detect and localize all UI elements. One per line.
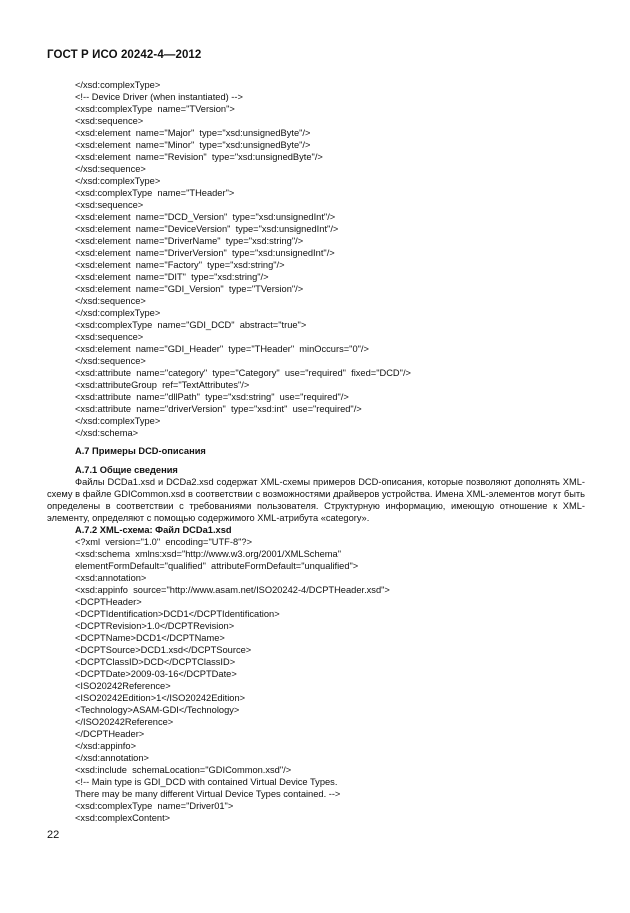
section-a72-heading: А.7.2 XML-схема: Файл DCDa1.xsd: [75, 525, 232, 535]
code-line: <ISO20242Edition>1</ISO20242Edition>: [75, 693, 246, 703]
code-line: <?xml version="1.0" encoding="UTF-8"?>: [75, 537, 253, 547]
code-line: </xsd:complexType>: [75, 416, 161, 426]
code-line: <DCPTClassID>DCD</DCPTClassID>: [75, 657, 236, 667]
code-line: <xsd:attributeGroup ref="TextAttributes"/>: [75, 380, 250, 390]
code-line: </xsd:sequence>: [75, 296, 146, 306]
xsd-code-block-1: [75, 79, 595, 439]
code-line: <xsd:element name="DeviceVersion" type="xsd:unsignedInt"/>: [75, 224, 339, 234]
code-line: <xsd:complexType name="GDI_DCD" abstract="true">: [75, 320, 307, 330]
code-line: <xsd:attribute name="dllPath" type="xsd:string" use="required"/>: [75, 392, 349, 402]
code-line: <xsd:element name="DIT" type="xsd:string"/>: [75, 272, 269, 282]
code-line: <Technology>ASAM-GDI</Technology>: [75, 705, 240, 715]
section-a71-heading: А.7.1 Общие сведения: [75, 465, 178, 475]
code-line: There may be many different Virtual Device Types contained. -->: [75, 789, 341, 799]
code-line: <xsd:element name="DriverName" type="xsd:string"/>: [75, 236, 304, 246]
code-line: <xsd:element name="GDI_Header" type="THeader" minOccurs="0"/>: [75, 344, 369, 354]
code-line: <DCPTHeader>: [75, 597, 142, 607]
code-line: <ISO20242Reference>: [75, 681, 171, 691]
code-line: <DCPTDate>2009-03-16</DCPTDate>: [75, 669, 237, 679]
code-line: </xsd:complexType>: [75, 176, 161, 186]
code-line: <xsd:attribute name="driverVersion" type="xsd:int" use="required"/>: [75, 404, 362, 414]
code-line: </xsd:complexType>: [75, 80, 161, 90]
code-line: <xsd:complexType name="Driver01">: [75, 801, 234, 811]
code-line: </xsd:appinfo>: [75, 741, 136, 751]
xsd-code-block-2: [75, 536, 595, 824]
code-line: <xsd:element name="Factory" type="xsd:string"/>: [75, 260, 285, 270]
code-line: <xsd:element name="Revision" type="xsd:unsignedByte"/>: [75, 152, 323, 162]
code-line: </xsd:annotation>: [75, 753, 149, 763]
code-line: <xsd:attribute name="category" type="Category" use="required" fixed="DCD"/>: [75, 368, 411, 378]
code-line: <xsd:include schemaLocation="GDICommon.xsd"/>: [75, 765, 292, 775]
code-line: elementFormDefault="qualified" attributeFormDefault="unqualified">: [75, 561, 359, 571]
code-line: <DCPTSource>DCD1.xsd</DCPTSource>: [75, 645, 252, 655]
code-line: <xsd:complexType name="THeader">: [75, 188, 235, 198]
code-line: <!-- Main type is GDI_DCD with contained Virtual Device Types.: [75, 777, 338, 787]
code-line: <xsd:schema xmlns:xsd="http://www.w3.org/2001/XMLSchema": [75, 549, 341, 559]
code-line: <DCPTIdentification>DCD1</DCPTIdentification>: [75, 609, 280, 619]
code-line: <xsd:sequence>: [75, 116, 144, 126]
code-line: <xsd:element name="DCD_Version" type="xsd:unsignedInt"/>: [75, 212, 336, 222]
code-line: <xsd:element name="DriverVersion" type="xsd:unsignedInt"/>: [75, 248, 335, 258]
code-line: </xsd:complexType>: [75, 308, 161, 318]
code-line: <xsd:sequence>: [75, 332, 144, 342]
code-line: <xsd:element name="Minor" type="xsd:unsignedByte"/>: [75, 140, 311, 150]
document-header: ГОСТ Р ИСО 20242-4—2012: [47, 49, 202, 61]
code-line: <xsd:appinfo source="http://www.asam.net/ISO20242-4/DCPTHeader.xsd">: [75, 585, 390, 595]
code-line: <xsd:element name="Major" type="xsd:unsignedByte"/>: [75, 128, 311, 138]
page-number: 22: [47, 829, 60, 841]
code-line: <!-- Device Driver (when instantiated) -->: [75, 92, 243, 102]
code-line: <DCPTRevision>1.0</DCPTRevision>: [75, 621, 235, 631]
code-line: <xsd:element name="GDI_Version" type="TVersion"/>: [75, 284, 304, 294]
section-a71-paragraph: Файлы DCDa1.xsd и DCDa2.xsd содержат XML-схемы примеров DCD-описания, которые позволяют дополнять XML-схему в файле GDICommon.xsd в соответствии с возможностями драйверов устройства. Имена XML-элементов могут быть определены в соответствии с требованиями пользователя. Структурную информацию, имеющую отношение к XML-элементу, определяют с помощью содержимого XML-атрибута «category».: [47, 477, 585, 523]
code-line: <xsd:annotation>: [75, 573, 147, 583]
code-line: </ISO20242Reference>: [75, 717, 174, 727]
code-line: </DCPTHeader>: [75, 729, 145, 739]
code-line: <xsd:complexContent>: [75, 813, 171, 823]
code-line: </xsd:sequence>: [75, 164, 146, 174]
code-line: </xsd:sequence>: [75, 356, 146, 366]
code-line: <DCPTName>DCD1</DCPTName>: [75, 633, 225, 643]
code-line: <xsd:sequence>: [75, 200, 144, 210]
section-a7-heading: А.7 Примеры DCD-описания: [75, 446, 206, 456]
code-line: </xsd:schema>: [75, 428, 139, 438]
code-line: <xsd:complexType name="TVersion">: [75, 104, 235, 114]
